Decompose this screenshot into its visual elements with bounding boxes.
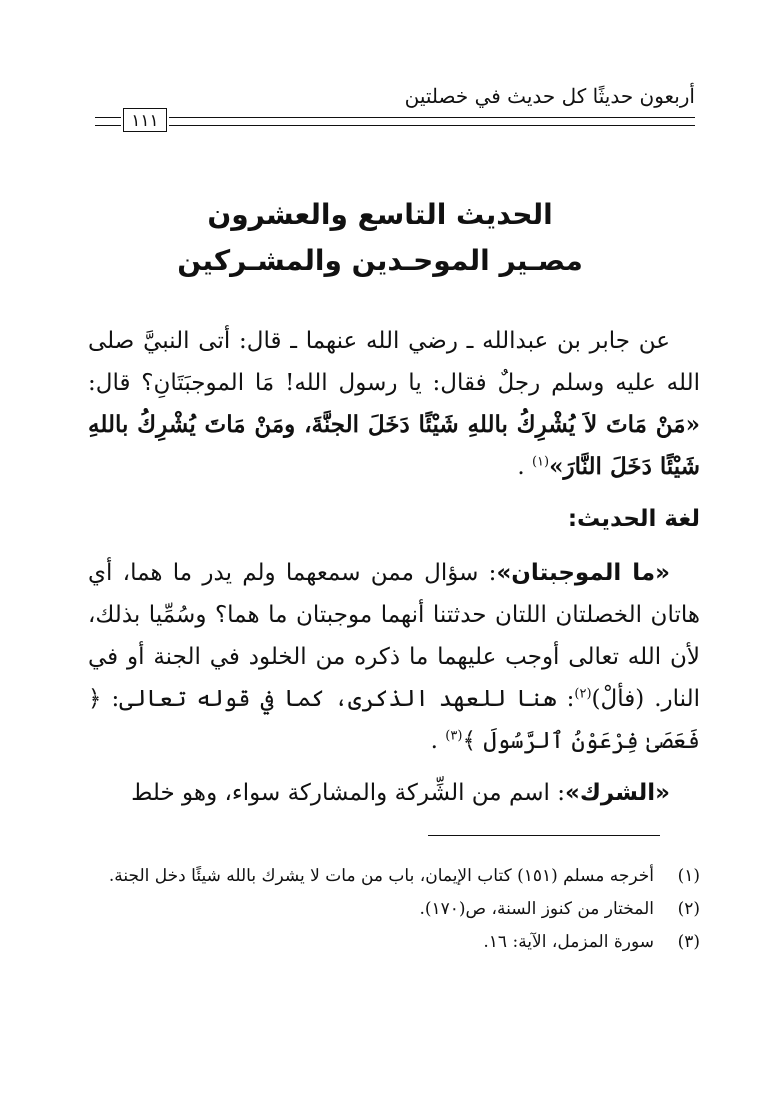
- footnote-text: أخرجه مسلم (١٥١) كتاب الإيمان، باب من مات لا يشرك بالله شيئًا دخل الجنة.: [108, 866, 654, 886]
- body-text: [88, 320, 700, 814]
- definition-paragraph-1: [88, 552, 700, 762]
- chapter-title-line1: الحديث التاسع والعشرون: [207, 198, 553, 231]
- hadith-text: «مَنْ مَاتَ لاَ يُشْرِكُ باللهِ شَيْئًا دَخَلَ الجنَّةَ، ومَنْ مَاتَ يُشْرِكُ باللهِ شَيْئًا دَخَلَ النَّارَ»: [88, 411, 700, 480]
- footnotes: [90, 860, 700, 959]
- narration-intro: عن جابر بن عبدالله ـ رضي الله عنهما ـ قال: أتى النبيَّ صلى الله عليه وسلم رجلٌ فقال: يا رسول الله! مَا الموجبَتَانِ؟ قال:: [88, 328, 700, 396]
- footnote-text: سورة المزمل، الآية: ١٦.: [483, 932, 654, 952]
- footnote-number: (١): [677, 866, 700, 886]
- term-mujibatan: «ما الموجبتان»: [496, 560, 670, 586]
- definition-1-text-a: : سؤال ممن سمعهما ولم يدر ما هما، أي هاتان الخصلتان اللتان حدثتنا أنهما موجبتان ما هما؟ وسُمِّيا بذلك، لأن الله تعالى أوجب عليهما ما ذكره من الخلود في الجنة أو في النار. (فألْ): [88, 560, 700, 712]
- term-shirk: «الشرك»: [564, 780, 670, 806]
- page-number: ١١١: [123, 108, 167, 132]
- definition-1-end: .: [430, 728, 446, 754]
- chapter-title-line2: مصـير الموحـدين والمشـركين: [177, 244, 583, 277]
- narration-paragraph: [88, 320, 700, 488]
- footnote-separator: [428, 835, 660, 836]
- definition-2-text: : اسم من الشِّركة والمشاركة سواء، وهو خلط: [131, 780, 565, 806]
- chapter-heading: [100, 192, 660, 284]
- section-subheading: لغة الحديث:: [567, 506, 700, 532]
- definition-paragraph-2: [88, 772, 700, 814]
- footnote-2: [90, 893, 700, 926]
- definition-1-text-b: : هنا للعهد الذكرى، كما في قوله تعالى: ﴿ فَعَصَىٰ فِرْعَوْنُ ٱلرَّسُولَ ﴾: [88, 686, 700, 754]
- hadith-end: .: [517, 454, 532, 480]
- footnote-3: [90, 926, 700, 959]
- footnote-number: (٣): [677, 932, 700, 952]
- running-header-title: أربعون حديثًا كل حديث في خصلتين: [404, 84, 695, 108]
- header-rule-left: [95, 117, 121, 126]
- footnote-1: [90, 860, 700, 893]
- footnote-ref-3[interactable]: (٣): [445, 728, 463, 744]
- footnote-number: (٢): [677, 899, 700, 919]
- header-rule-right: [169, 117, 695, 126]
- footnote-text: المختار من كنوز السنة، ص(١٧٠).: [419, 899, 654, 919]
- footnote-ref-1[interactable]: (١): [531, 454, 550, 470]
- running-header: [95, 84, 695, 134]
- paragraph-gap: [88, 762, 700, 772]
- footnote-ref-2[interactable]: (٢): [574, 686, 592, 702]
